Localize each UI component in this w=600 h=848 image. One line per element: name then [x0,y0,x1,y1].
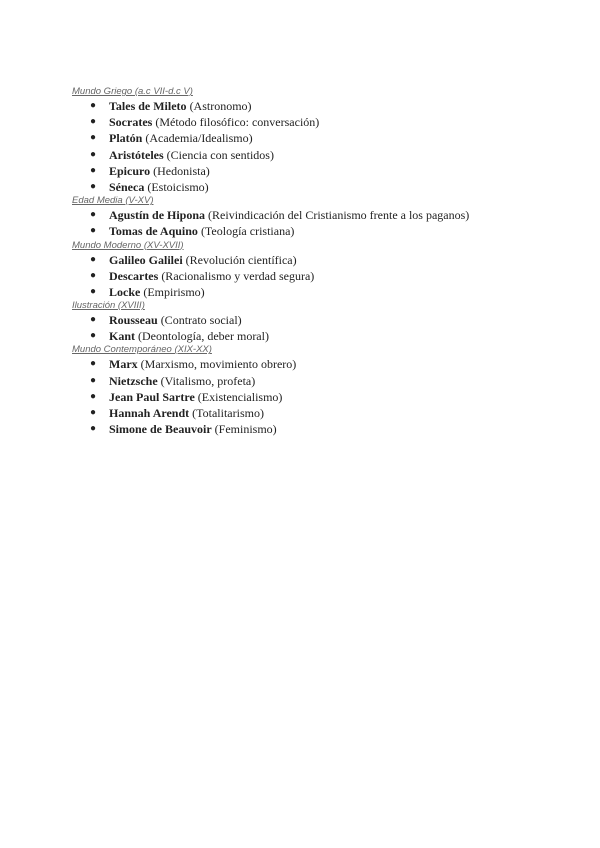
list-item [72,284,572,300]
bullet-icon: ● [90,100,97,111]
philosopher-description: (Existencialismo) [197,389,283,404]
list-item [72,389,572,405]
philosopher-description: (Academia/Idealismo) [145,131,253,146]
philosopher-description: (Totalitarismo) [192,406,264,420]
philosopher-description: (Astronomo) [189,99,252,113]
philosopher-name: Agustín de Hipona [109,208,206,223]
list-item [72,405,572,421]
philosopher-name: Simone de Beauvoir [109,422,212,437]
bullet-icon: ● [90,314,97,326]
section-heading: Ilustración (XVIII) [72,300,145,312]
bullet-icon: ● [90,253,97,265]
philosopher-description: (Deontología, deber moral) [138,329,269,344]
section-mundo-moderno [72,240,572,301]
philosopher-description: (Ciencia con sentidos) [166,147,274,162]
bullet-icon: ● [90,330,97,342]
list-item [72,179,572,195]
section-heading: Edad Media (V-XV) [72,195,154,207]
philosopher-name: Rousseau [109,313,158,328]
philosopher-list [72,252,572,301]
list-item [72,130,572,146]
philosopher-description: (Hedonista) [153,163,210,178]
philosopher-name: Epicuro [109,163,151,178]
bullet-icon: ● [90,225,97,237]
philosopher-description: (Reivindicación del Cristianismo frente a los paganos) [208,208,470,223]
bullet-icon: ● [90,164,97,176]
philosopher-name: Tales de Mileto [109,99,187,113]
section-edad-media [72,195,572,239]
section-heading: Mundo Contemporáneo (XIX-XX) [72,344,212,356]
bullet-icon: ● [90,132,97,144]
list-item [72,268,572,284]
list-item [72,421,572,437]
philosopher-description: (Vitalismo, profeta) [160,373,256,388]
bullet-icon: ● [90,374,97,386]
bullet-icon: ● [90,285,97,297]
philosopher-list [72,98,572,195]
bullet-icon: ● [90,390,97,402]
philosopher-description: (Revolución científica) [185,252,297,267]
list-item [72,373,572,389]
philosopher-name: Kant [109,329,136,344]
philosopher-list [72,312,572,344]
list-item [72,147,572,163]
philosopher-name: Séneca [109,179,145,194]
list-item [72,98,572,114]
philosopher-name: Platón [109,131,143,146]
philosopher-name: Hannah Arendt [109,406,190,420]
bullet-icon: ● [90,269,97,281]
philosopher-name: Nietzsche [109,373,158,388]
philosopher-name: Marx [109,357,138,372]
list-item [72,163,572,179]
list-item [72,252,572,268]
philosopher-name: Galileo Galilei [109,252,183,267]
bullet-icon: ● [90,148,97,160]
philosopher-description: (Racionalismo y verdad segura) [161,268,315,283]
document-page [72,86,572,437]
list-item [72,312,572,328]
philosopher-description: (Marxismo, movimiento obrero) [140,357,297,372]
philosopher-description: (Empirismo) [143,284,205,299]
list-item [72,356,572,372]
philosopher-name: Tomas de Aquino [109,224,198,239]
section-mundo-griego [72,86,572,195]
list-item [72,114,572,130]
philosopher-list [72,207,572,239]
philosopher-name: Locke [109,284,141,299]
bullet-icon: ● [90,358,97,370]
list-item [72,328,572,344]
philosopher-name: Descartes [109,268,159,283]
philosopher-list [72,356,572,437]
list-item [72,207,572,223]
bullet-icon: ● [90,180,97,192]
bullet-icon: ● [90,407,97,418]
bullet-icon: ● [90,423,97,435]
philosopher-description: (Método filosófico: conversación) [155,115,320,130]
section-ilustracion [72,300,572,344]
philosopher-description: (Feminismo) [214,422,277,437]
section-heading: Mundo Moderno (XV-XVII) [72,239,184,251]
list-item [72,223,572,239]
philosopher-description: (Estoicismo) [147,179,209,194]
section-mundo-contemporaneo [72,344,572,437]
philosopher-description: (Contrato social) [160,313,242,328]
philosopher-name: Jean Paul Sartre [109,389,195,404]
bullet-icon: ● [90,209,97,221]
bullet-icon: ● [90,116,97,128]
philosopher-name: Aristóteles [109,147,164,162]
philosopher-description: (Teología cristiana) [200,224,295,239]
philosopher-name: Socrates [109,115,153,130]
section-heading: Mundo Griego (a.c VII-d.c V) [72,86,193,97]
